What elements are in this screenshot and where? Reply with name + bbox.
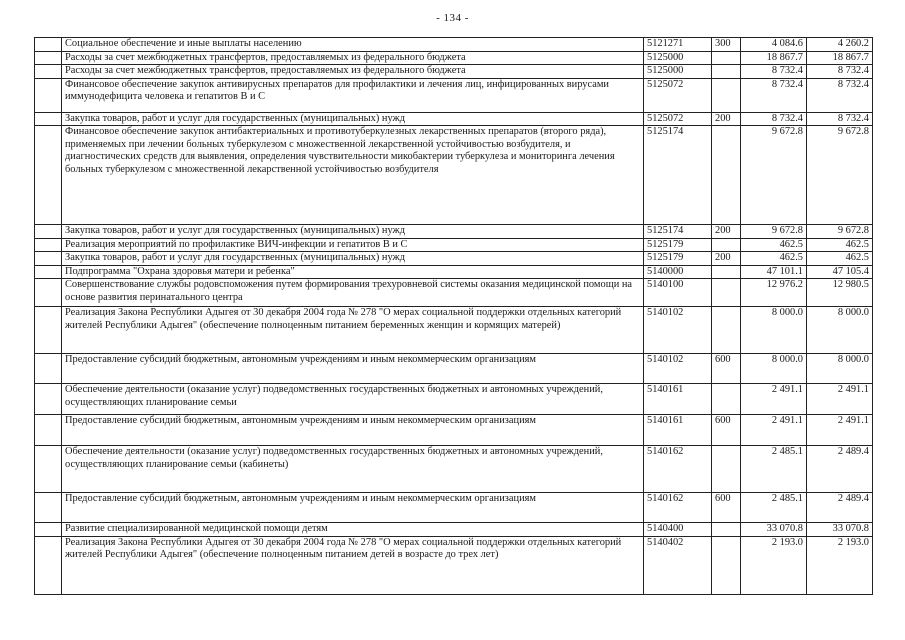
table-row xyxy=(35,126,873,225)
row-code: 5125072 xyxy=(644,78,712,112)
budget-table-body xyxy=(35,38,873,595)
table-row xyxy=(35,65,873,79)
row-code: 5125174 xyxy=(644,126,712,225)
row-name: Реализация Закона Республики Адыгея от 30 декабря 2004 года № 278 "О мерах социальной поддержки отдельных категорий жителей Республики Адыгея" (обеспечение полноценным питанием детей в возрасте до трех лет) xyxy=(62,536,644,594)
row-name: Обеспечение деятельности (оказание услуг) подведомственных государственных бюджетных и автономных учреждений, осуществляющих планирование семьи (кабинеты) xyxy=(62,446,644,493)
row-expense-type: 200 xyxy=(712,225,741,239)
row-code: 5125174 xyxy=(644,225,712,239)
blank-cell xyxy=(35,238,62,252)
row-amount-year2: 4 260.2 xyxy=(807,38,873,52)
blank-cell xyxy=(35,65,62,79)
row-code: 5125000 xyxy=(644,51,712,65)
row-expense-type: 600 xyxy=(712,354,741,384)
row-amount-year1: 18 867.7 xyxy=(741,51,807,65)
row-expense-type xyxy=(712,126,741,225)
blank-cell xyxy=(35,265,62,279)
row-amount-year2: 9 672.8 xyxy=(807,225,873,239)
row-amount-year2: 462.5 xyxy=(807,238,873,252)
table-row xyxy=(35,523,873,537)
row-expense-type xyxy=(712,238,741,252)
blank-cell xyxy=(35,384,62,415)
table-row xyxy=(35,446,873,493)
row-name: Совершенствование службы родовспоможения путем формирования трехуровневой системы оказания медицинской помощи на основе развития перинатального центра xyxy=(62,279,644,307)
row-code: 5140161 xyxy=(644,415,712,446)
row-amount-year2: 2 489.4 xyxy=(807,446,873,493)
table-row xyxy=(35,78,873,112)
row-expense-type: 200 xyxy=(712,252,741,266)
row-expense-type xyxy=(712,65,741,79)
row-expense-type xyxy=(712,536,741,594)
table-row xyxy=(35,279,873,307)
row-expense-type xyxy=(712,265,741,279)
row-amount-year2: 2 491.1 xyxy=(807,384,873,415)
row-amount-year1: 462.5 xyxy=(741,252,807,266)
row-expense-type: 300 xyxy=(712,38,741,52)
table-row xyxy=(35,354,873,384)
row-code: 5125179 xyxy=(644,252,712,266)
row-expense-type: 600 xyxy=(712,415,741,446)
blank-cell xyxy=(35,279,62,307)
row-amount-year1: 8 732.4 xyxy=(741,112,807,126)
row-amount-year1: 4 084.6 xyxy=(741,38,807,52)
blank-cell xyxy=(35,78,62,112)
row-amount-year1: 2 485.1 xyxy=(741,493,807,523)
row-name: Закупка товаров, работ и услуг для государственных (муниципальных) нужд xyxy=(62,252,644,266)
row-name: Обеспечение деятельности (оказание услуг) подведомственных государственных бюджетных и автономных учреждений, осуществляющих планирование семьи xyxy=(62,384,644,415)
row-amount-year1: 8 732.4 xyxy=(741,78,807,112)
blank-cell xyxy=(35,252,62,266)
row-code: 5121271 xyxy=(644,38,712,52)
row-name: Финансовое обеспечение закупок антибактериальных и противотуберкулезных лекарственных препаратов (второго ряда), применяемых при лечении больных туберкулезом с множественной лекарственной устойчивостью возбудителя, и диагностических средств для выявления, определения чувствительности микобактерии туберкулеза и мониторинга лечения больных туберкулезом с множественной лекарственной устойчивостью возбудителя xyxy=(62,126,644,225)
table-row xyxy=(35,252,873,266)
row-name: Развитие специализированной медицинской помощи детям xyxy=(62,523,644,537)
row-expense-type xyxy=(712,51,741,65)
row-amount-year2: 8 000.0 xyxy=(807,354,873,384)
blank-cell xyxy=(35,225,62,239)
row-amount-year2: 12 980.5 xyxy=(807,279,873,307)
row-name: Реализация Закона Республики Адыгея от 30 декабря 2004 года № 278 "О мерах социальной поддержки отдельных категорий жителей Республики Адыгея" (обеспечение полноценным питанием беременных женщин и кормящих матерей) xyxy=(62,307,644,354)
row-name: Закупка товаров, работ и услуг для государственных (муниципальных) нужд xyxy=(62,225,644,239)
row-name: Предоставление субсидий бюджетным, автономным учреждениям и иным некоммерческим организациям xyxy=(62,354,644,384)
table-row xyxy=(35,112,873,126)
row-amount-year2: 2 489.4 xyxy=(807,493,873,523)
row-name: Расходы за счет межбюджетных трансфертов, предоставляемых из федерального бюджета xyxy=(62,65,644,79)
row-expense-type xyxy=(712,523,741,537)
row-amount-year2: 462.5 xyxy=(807,252,873,266)
row-name: Реализация мероприятий по профилактике ВИЧ-инфекции и гепатитов В и С xyxy=(62,238,644,252)
row-code: 5140102 xyxy=(644,354,712,384)
row-expense-type xyxy=(712,279,741,307)
blank-cell xyxy=(35,415,62,446)
table-row xyxy=(35,38,873,52)
row-name: Социальное обеспечение и иные выплаты населению xyxy=(62,38,644,52)
row-name: Расходы за счет межбюджетных трансфертов, предоставляемых из федерального бюджета xyxy=(62,51,644,65)
row-code: 5125072 xyxy=(644,112,712,126)
row-amount-year1: 9 672.8 xyxy=(741,225,807,239)
row-expense-type: 200 xyxy=(712,112,741,126)
row-expense-type xyxy=(712,78,741,112)
table-row xyxy=(35,493,873,523)
row-amount-year1: 9 672.8 xyxy=(741,126,807,225)
row-code: 5125179 xyxy=(644,238,712,252)
row-name: Предоставление субсидий бюджетным, автономным учреждениям и иным некоммерческим организациям xyxy=(62,493,644,523)
table-row xyxy=(35,238,873,252)
row-amount-year1: 2 485.1 xyxy=(741,446,807,493)
table-row xyxy=(35,536,873,594)
row-amount-year2: 8 732.4 xyxy=(807,78,873,112)
row-name: Предоставление субсидий бюджетным, автономным учреждениям и иным некоммерческим организациям xyxy=(62,415,644,446)
table-row xyxy=(35,265,873,279)
row-amount-year1: 12 976.2 xyxy=(741,279,807,307)
row-amount-year1: 2 491.1 xyxy=(741,415,807,446)
row-amount-year2: 2 193.0 xyxy=(807,536,873,594)
blank-cell xyxy=(35,38,62,52)
row-name: Подпрограмма "Охрана здоровья матери и ребенка" xyxy=(62,265,644,279)
row-amount-year2: 9 672.8 xyxy=(807,126,873,225)
row-amount-year1: 8 000.0 xyxy=(741,354,807,384)
row-code: 5140162 xyxy=(644,446,712,493)
blank-cell xyxy=(35,126,62,225)
table-row xyxy=(35,384,873,415)
row-expense-type xyxy=(712,384,741,415)
row-amount-year1: 47 101.1 xyxy=(741,265,807,279)
row-expense-type: 600 xyxy=(712,493,741,523)
row-amount-year2: 47 105.4 xyxy=(807,265,873,279)
blank-cell xyxy=(35,446,62,493)
row-code: 5125000 xyxy=(644,65,712,79)
row-code: 5140161 xyxy=(644,384,712,415)
table-row xyxy=(35,51,873,65)
row-code: 5140100 xyxy=(644,279,712,307)
blank-cell xyxy=(35,112,62,126)
budget-table xyxy=(34,37,873,595)
row-amount-year1: 8 732.4 xyxy=(741,65,807,79)
row-amount-year2: 8 732.4 xyxy=(807,65,873,79)
row-code: 5140402 xyxy=(644,536,712,594)
row-amount-year2: 8 000.0 xyxy=(807,307,873,354)
row-amount-year1: 2 193.0 xyxy=(741,536,807,594)
table-row xyxy=(35,225,873,239)
row-amount-year1: 2 491.1 xyxy=(741,384,807,415)
row-name: Закупка товаров, работ и услуг для государственных (муниципальных) нужд xyxy=(62,112,644,126)
row-amount-year1: 33 070.8 xyxy=(741,523,807,537)
row-code: 5140162 xyxy=(644,493,712,523)
row-amount-year2: 18 867.7 xyxy=(807,51,873,65)
table-row xyxy=(35,415,873,446)
row-expense-type xyxy=(712,307,741,354)
row-code: 5140400 xyxy=(644,523,712,537)
blank-cell xyxy=(35,536,62,594)
blank-cell xyxy=(35,493,62,523)
page-number: - 134 - xyxy=(436,12,469,24)
row-amount-year1: 8 000.0 xyxy=(741,307,807,354)
row-amount-year2: 2 491.1 xyxy=(807,415,873,446)
table-row xyxy=(35,307,873,354)
row-expense-type xyxy=(712,446,741,493)
row-amount-year2: 33 070.8 xyxy=(807,523,873,537)
blank-cell xyxy=(35,354,62,384)
row-code: 5140102 xyxy=(644,307,712,354)
blank-cell xyxy=(35,51,62,65)
blank-cell xyxy=(35,523,62,537)
row-name: Финансовое обеспечение закупок антивирусных препаратов для профилактики и лечения лиц, инфицированных вирусами иммунодефицита человека и гепатитов В и С xyxy=(62,78,644,112)
row-code: 5140000 xyxy=(644,265,712,279)
row-amount-year2: 8 732.4 xyxy=(807,112,873,126)
blank-cell xyxy=(35,307,62,354)
row-amount-year1: 462.5 xyxy=(741,238,807,252)
